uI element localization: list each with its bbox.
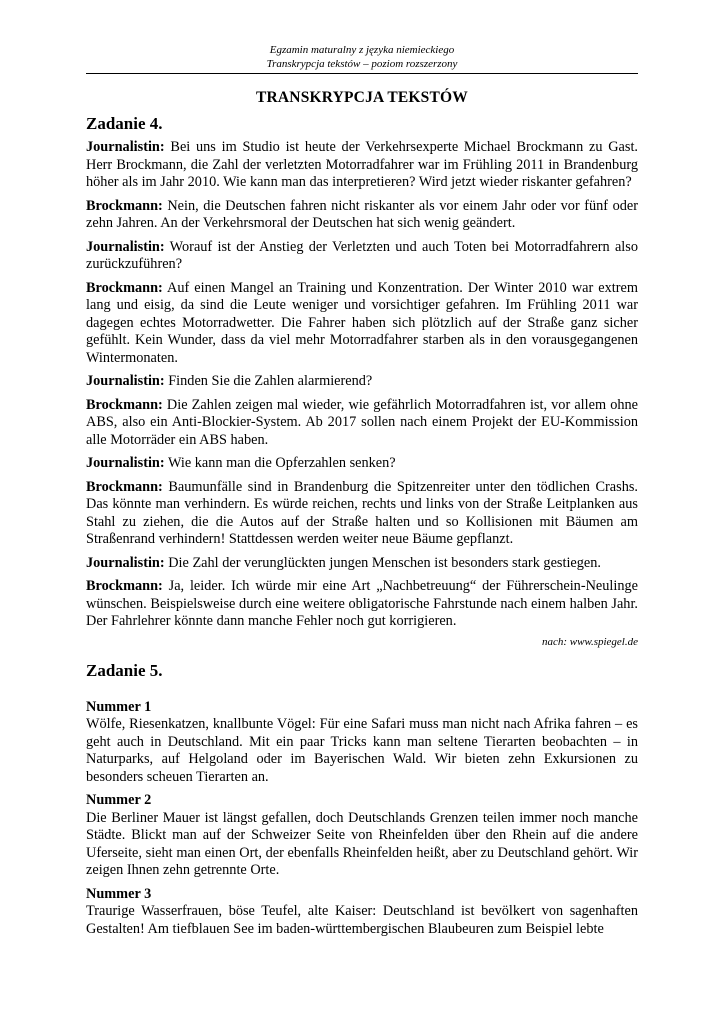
turn-text: Baumunfälle sind in Brandenburg die Spitzenreiter unter den tödlichen Crashs. Das könnte man verhindern. Es würde reichen, rechts und links von der Straße Leitplanken aus Stahl zu ziehen, die die Autos auf der Straße halten und so Kollisionen mit Bäumen am Straßenrand verhindern! Stattdessen werden weiter neue Bäume gepflanzt. — [86, 478, 638, 547]
speaker-label: Journalistin: — [86, 238, 165, 255]
header-divider — [86, 73, 638, 74]
item-title: Nummer 1 — [86, 698, 152, 715]
speaker-label: Journalistin: — [86, 139, 165, 155]
speaker-label: Brockmann: — [86, 279, 163, 296]
dialogue-turn — [86, 373, 638, 391]
item-title: Nummer 2 — [86, 792, 152, 808]
turn-text: Finden Sie die Zahlen alarmierend? — [164, 373, 373, 389]
dialogue-turn — [86, 555, 638, 573]
section-title-zadanie-4: Zadanie 4. — [86, 114, 163, 133]
turn-text: Die Zahl der verunglückten jungen Menschen ist besonders stark gestiegen. — [164, 554, 601, 571]
source-citation: nach: www.spiegel.de — [541, 635, 638, 648]
list-item — [86, 699, 638, 787]
header-line-2: Transkrypcja tekstów – poziom rozszerzony — [266, 58, 458, 70]
dialogue-turn — [86, 397, 638, 450]
speaker-label: Journalistin: — [86, 373, 165, 389]
document-page — [86, 0, 638, 944]
turn-text: Ja, leider. Ich würde mir eine Art „Nachbetreuung“ der Führerschein-Neulinge wünschen. Beispielsweise durch eine weitere obligatorische Fahrstunde nach einem halben Jahr. Der Fahrlehrer könnte dann manche Fehler noch gut korrigieren. — [86, 578, 638, 629]
dialogue-turn — [86, 455, 638, 473]
page-header — [86, 43, 638, 71]
speaker-label: Journalistin: — [86, 554, 165, 571]
document-title: TRANSKRYPCJA TEKSTÓW — [255, 89, 469, 106]
section-title-zadanie-5: Zadanie 5. — [86, 660, 163, 680]
turn-text: Bei uns im Studio ist heute der Verkehrsexperte Michael Brockmann zu Gast. Herr Brockmann, die Zahl der verletzten Motorradfahrer war im Frühling 2011 in Brandenburg höher als im Jahr 2010. Wie kann man das interpretieren? Wird jetzt wieder riskanter gefahren? — [86, 139, 638, 190]
item-text: Traurige Wasserfrauen, böse Teufel, alte Kaiser: Deutschland ist bevölkert von sagenhaften Gestalten! Am tiefblauen See im baden-württembergischen Blaubeuren zum Beispiel lebte — [86, 903, 638, 937]
list-item — [86, 792, 638, 880]
turn-text: Die Zahlen zeigen mal wieder, wie gefährlich Motorradfahren ist, vor allem ohne ABS, also ein Anti-Blockier-System. Ab 2017 sollen nach einem Projekt der EU-Kommission alle Motorräder ein ABS haben. — [86, 396, 638, 448]
turn-text: Nein, die Deutschen fahren nicht riskanter als vor einem Jahr oder vor fünf oder zehn Jahren. An der Verkehrsmoral der Deutschen hat sich wenig geändert. — [86, 197, 638, 231]
dialogue — [86, 139, 638, 631]
speaker-label: Brockmann: — [86, 578, 163, 594]
list-item — [86, 886, 638, 939]
turn-text: Worauf ist der Anstieg der Verletzten und auch Toten bei Motorradfahrern also zurückzuführen? — [86, 238, 638, 272]
item-title: Nummer 3 — [86, 885, 152, 902]
header-line-1: Egzamin maturalny z języka niemieckiego — [269, 44, 455, 56]
numbered-items — [86, 699, 638, 939]
turn-text: Wie kann man die Opferzahlen senken? — [164, 455, 396, 471]
speaker-label: Brockmann: — [86, 478, 163, 495]
turn-text: Auf einen Mangel an Training und Konzentration. Der Winter 2010 war extrem lang und eisig, da sind die Leute weniger und vorsichtiger gefahren. Im Frühling 2011 war dagegen echtes Motorradwetter. Die Fahrer haben sich plötzlich auf der Straße ganz sicher gefühlt. Kein Wunder, dass da viel mehr Motorradfahrer starben als in den vorausgegangenen Wintermonaten. — [86, 279, 638, 366]
item-text: Die Berliner Mauer ist längst gefallen, doch Deutschlands Grenzen teilen immer noch manche Städte. Blickt man auf der Schweizer Seite von Rheinfelden über den Rhein auf die andere Uferseite, sieht man einen Ort, der ebenfalls Rheinfelden heißt, aber zu Deutschland gehört. Wir zeigen Ihnen zehn getrennte Orte. — [86, 809, 638, 878]
dialogue-turn — [86, 578, 638, 631]
dialogue-turn — [86, 239, 638, 274]
speaker-label: Journalistin: — [86, 455, 165, 471]
speaker-label: Brockmann: — [86, 396, 163, 413]
dialogue-turn — [86, 139, 638, 192]
speaker-label: Brockmann: — [86, 197, 163, 214]
dialogue-turn — [86, 280, 638, 368]
dialogue-turn — [86, 479, 638, 549]
dialogue-turn — [86, 198, 638, 233]
item-text: Wölfe, Riesenkatzen, knallbunte Vögel: Für eine Safari muss man nicht nach Afrika fahren – es geht auch in Deutschland. Mit ein paar Tricks kann man seltene Tierarten beobachten – in Naturparks, auf Helgoland oder im Bayerischen Wald. Wir bieten zehn Exkursionen zu besonders scheuen Tierarten an. — [86, 716, 638, 785]
